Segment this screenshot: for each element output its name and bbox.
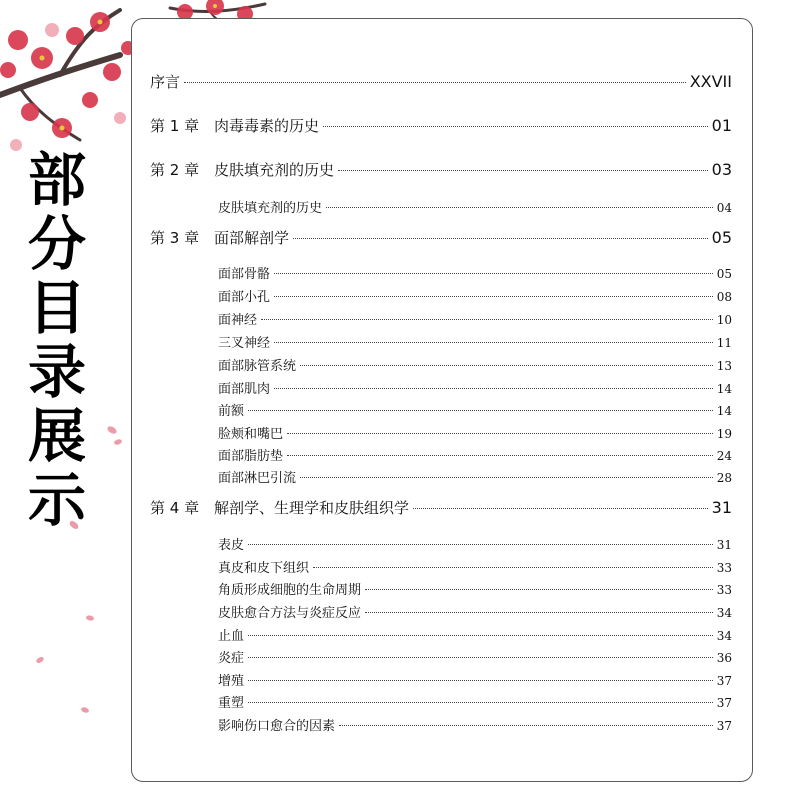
dot-leader: [274, 388, 713, 389]
dot-leader: [248, 410, 713, 411]
toc-title: 皮肤填充剂的历史: [218, 201, 323, 216]
toc-page: [131, 18, 753, 782]
toc-page-number: 33: [716, 583, 732, 597]
side-title-char: 示: [27, 466, 86, 534]
toc-page-number: 04: [716, 201, 732, 215]
toc-title: 三叉神经: [218, 336, 271, 351]
toc-title: 面部脂肪垫: [218, 449, 284, 464]
toc-page-number: 03: [711, 160, 732, 179]
toc-page-number: 33: [716, 561, 732, 575]
toc-chapter-number: 第 1 章: [150, 117, 200, 135]
toc-page-number: 36: [716, 651, 732, 665]
dot-leader: [287, 455, 713, 456]
toc-chapter-row: [150, 115, 732, 136]
toc-page-number: 13: [716, 359, 732, 373]
toc-title: 面部小孔: [218, 290, 271, 305]
toc-section-row: [218, 197, 732, 216]
toc-title: 面部肌肉: [218, 382, 271, 397]
toc-section-row: [218, 557, 732, 576]
toc-title: 影响伤口愈合的因素: [218, 719, 336, 734]
dot-leader: [338, 170, 708, 171]
toc-chapter-number: 第 4 章: [150, 499, 200, 517]
toc-page-number: 10: [716, 313, 732, 327]
dot-leader: [293, 238, 708, 239]
toc-title: 面部解剖学: [214, 229, 290, 247]
toc-page-number: 05: [711, 228, 732, 247]
toc-page-number: 24: [716, 449, 732, 463]
toc-page-number: 19: [716, 427, 732, 441]
toc-section-row: [218, 625, 732, 644]
toc-section-row: [218, 534, 732, 553]
toc-section-row: [218, 378, 732, 397]
toc-section-row: [218, 467, 732, 486]
toc-title: 面神经: [218, 313, 258, 328]
dot-leader: [313, 567, 713, 568]
toc-section-row: [218, 647, 732, 666]
toc-chapter-row: [150, 497, 732, 518]
toc-section-row: [218, 263, 732, 282]
toc-title: 炎症: [218, 651, 245, 666]
toc-page-number: 11: [716, 336, 732, 350]
toc-chapter-number: 第 3 章: [150, 229, 200, 247]
toc-title: 前额: [218, 404, 245, 419]
dot-leader: [287, 433, 713, 434]
toc-section-row: [218, 579, 732, 598]
toc-section-row: [218, 400, 732, 419]
toc-title: 重塑: [218, 696, 245, 711]
toc-section-row: [218, 715, 732, 734]
dot-leader: [326, 207, 713, 208]
dot-leader: [323, 126, 708, 127]
dot-leader: [274, 342, 713, 343]
toc-page-number: 37: [716, 696, 732, 710]
dot-leader: [248, 544, 713, 545]
toc-chapter-row: [150, 227, 732, 248]
toc-page-number: 05: [716, 267, 732, 281]
toc-section-row: [218, 670, 732, 689]
dot-leader: [413, 508, 708, 509]
side-title-char: 录: [27, 338, 86, 406]
toc-title: 角质形成细胞的生命周期: [218, 583, 362, 598]
toc-title: 面部骨骼: [218, 267, 271, 282]
toc-page-number: 14: [716, 404, 732, 418]
dot-leader: [365, 589, 713, 590]
toc-title: 增殖: [218, 674, 245, 689]
dot-leader: [248, 680, 713, 681]
toc-section-row: [218, 355, 732, 374]
side-title-char: 部: [27, 146, 86, 214]
dot-leader: [274, 296, 713, 297]
toc-section-row: [218, 286, 732, 305]
toc-page-number: 31: [716, 538, 732, 552]
toc-page-number: XXVII: [689, 72, 732, 91]
toc-section-row: [218, 309, 732, 328]
dot-leader: [248, 635, 713, 636]
dot-leader: [365, 612, 713, 613]
toc-title: 肉毒毒素的历史: [214, 117, 320, 135]
side-title-char: 展: [27, 402, 86, 470]
toc-page-number: 31: [711, 498, 732, 517]
toc-title: 真皮和皮下组织: [218, 561, 310, 576]
toc-page-number: 28: [716, 471, 732, 485]
toc-section-row: [218, 602, 732, 621]
toc-title: 皮肤愈合方法与炎症反应: [218, 606, 362, 621]
toc-page-number: 08: [716, 290, 732, 304]
toc-title: 脸颊和嘴巴: [218, 427, 284, 442]
toc-title: 面部脉管系统: [218, 359, 297, 374]
toc-chapter-number: 第 2 章: [150, 161, 200, 179]
dot-leader: [184, 82, 686, 83]
toc-page-number: 34: [716, 629, 732, 643]
toc-chapter-row: [150, 71, 732, 92]
toc-title: 序言: [150, 73, 181, 91]
toc-page-number: 01: [711, 116, 732, 135]
toc-page-number: 34: [716, 606, 732, 620]
dot-leader: [339, 725, 713, 726]
toc-title: 表皮: [218, 538, 245, 553]
toc-title: 解剖学、生理学和皮肤组织学: [214, 499, 410, 517]
toc-section-row: [218, 692, 732, 711]
toc-title: 止血: [218, 629, 245, 644]
toc-section-row: [218, 332, 732, 351]
dot-leader: [261, 319, 713, 320]
toc-chapter-row: [150, 159, 732, 180]
dot-leader: [300, 477, 713, 478]
side-title-char: 分: [27, 210, 86, 278]
toc-section-row: [218, 423, 732, 442]
side-title: [22, 148, 92, 532]
dot-leader: [248, 702, 713, 703]
toc-page-number: 14: [716, 382, 732, 396]
dot-leader: [274, 273, 713, 274]
side-title-char: 目: [27, 274, 86, 342]
toc-title: 皮肤填充剂的历史: [214, 161, 335, 179]
toc-page-number: 37: [716, 719, 732, 733]
toc-page-number: 37: [716, 674, 732, 688]
toc-title: 面部淋巴引流: [218, 471, 297, 486]
dot-leader: [248, 657, 713, 658]
dot-leader: [300, 365, 713, 366]
toc-section-row: [218, 445, 732, 464]
